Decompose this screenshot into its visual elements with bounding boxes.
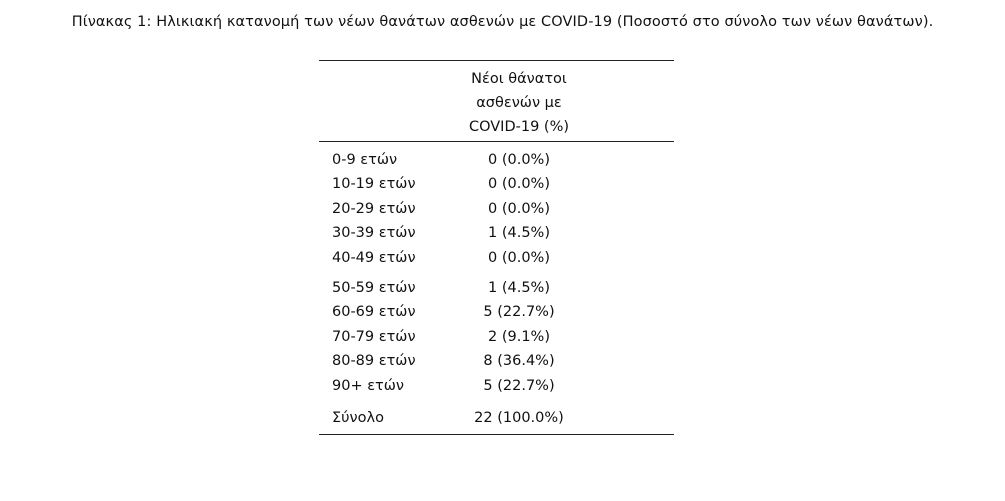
- age-group-label: 50-59 ετών: [332, 279, 416, 296]
- bottom-rule: [319, 434, 674, 435]
- column-header-line-3: COVID-19 (%): [468, 119, 570, 135]
- table-row: [319, 300, 674, 324]
- table-row: [319, 148, 674, 172]
- column-header-line-1: Νέοι θάνατοι: [471, 71, 567, 87]
- table-row: [319, 325, 674, 349]
- table-row: [319, 221, 674, 245]
- deaths-value: 0 (0.0%): [488, 176, 550, 193]
- column-header-new-deaths: [454, 67, 584, 139]
- table-row: [319, 172, 674, 196]
- table-row: [319, 349, 674, 373]
- table-body: [319, 142, 674, 434]
- table-header: [319, 61, 674, 141]
- total-label: Σύνολο: [332, 409, 384, 426]
- total-value: 22 (100.0%): [474, 409, 564, 426]
- table-row: [319, 374, 674, 398]
- age-group-label: 90+ ετών: [332, 377, 405, 394]
- deaths-value: 0 (0.0%): [488, 152, 550, 168]
- deaths-value: 1 (4.5%): [488, 225, 550, 242]
- deaths-value: 2 (9.1%): [488, 328, 550, 345]
- age-group-label: 20-29 ετών: [332, 200, 416, 217]
- deaths-value: 5 (22.7%): [483, 377, 555, 394]
- deaths-value: 5 (22.7%): [483, 304, 555, 321]
- deaths-value: 0 (0.0%): [488, 200, 550, 217]
- deaths-value: 0 (0.0%): [488, 249, 550, 266]
- age-group-label: 70-79 ετών: [332, 328, 416, 345]
- deaths-value: 1 (4.5%): [488, 279, 550, 296]
- age-group-label: 0-9 ετών: [332, 152, 398, 168]
- deaths-by-age-table: [319, 60, 674, 435]
- age-group-label: 40-49 ετών: [332, 249, 416, 266]
- table-row: [319, 246, 674, 270]
- table-row: [319, 197, 674, 221]
- column-header-line-2: ασθενών με: [476, 95, 562, 111]
- table-row: [319, 276, 674, 300]
- age-group-label: 10-19 ετών: [332, 176, 416, 193]
- age-group-label: 80-89 ετών: [332, 353, 416, 370]
- age-group-label: 60-69 ετών: [332, 304, 416, 321]
- table-caption: Πίνακας 1: Ηλικιακή κατανομή των νέων θανάτων ασθενών με COVID-19 (Ποσοστό στο σύνολο των νέων θανάτων).: [71, 14, 934, 30]
- deaths-value: 8 (36.4%): [483, 353, 555, 370]
- age-group-label: 30-39 ετών: [332, 225, 416, 242]
- table-row-total: [319, 406, 674, 430]
